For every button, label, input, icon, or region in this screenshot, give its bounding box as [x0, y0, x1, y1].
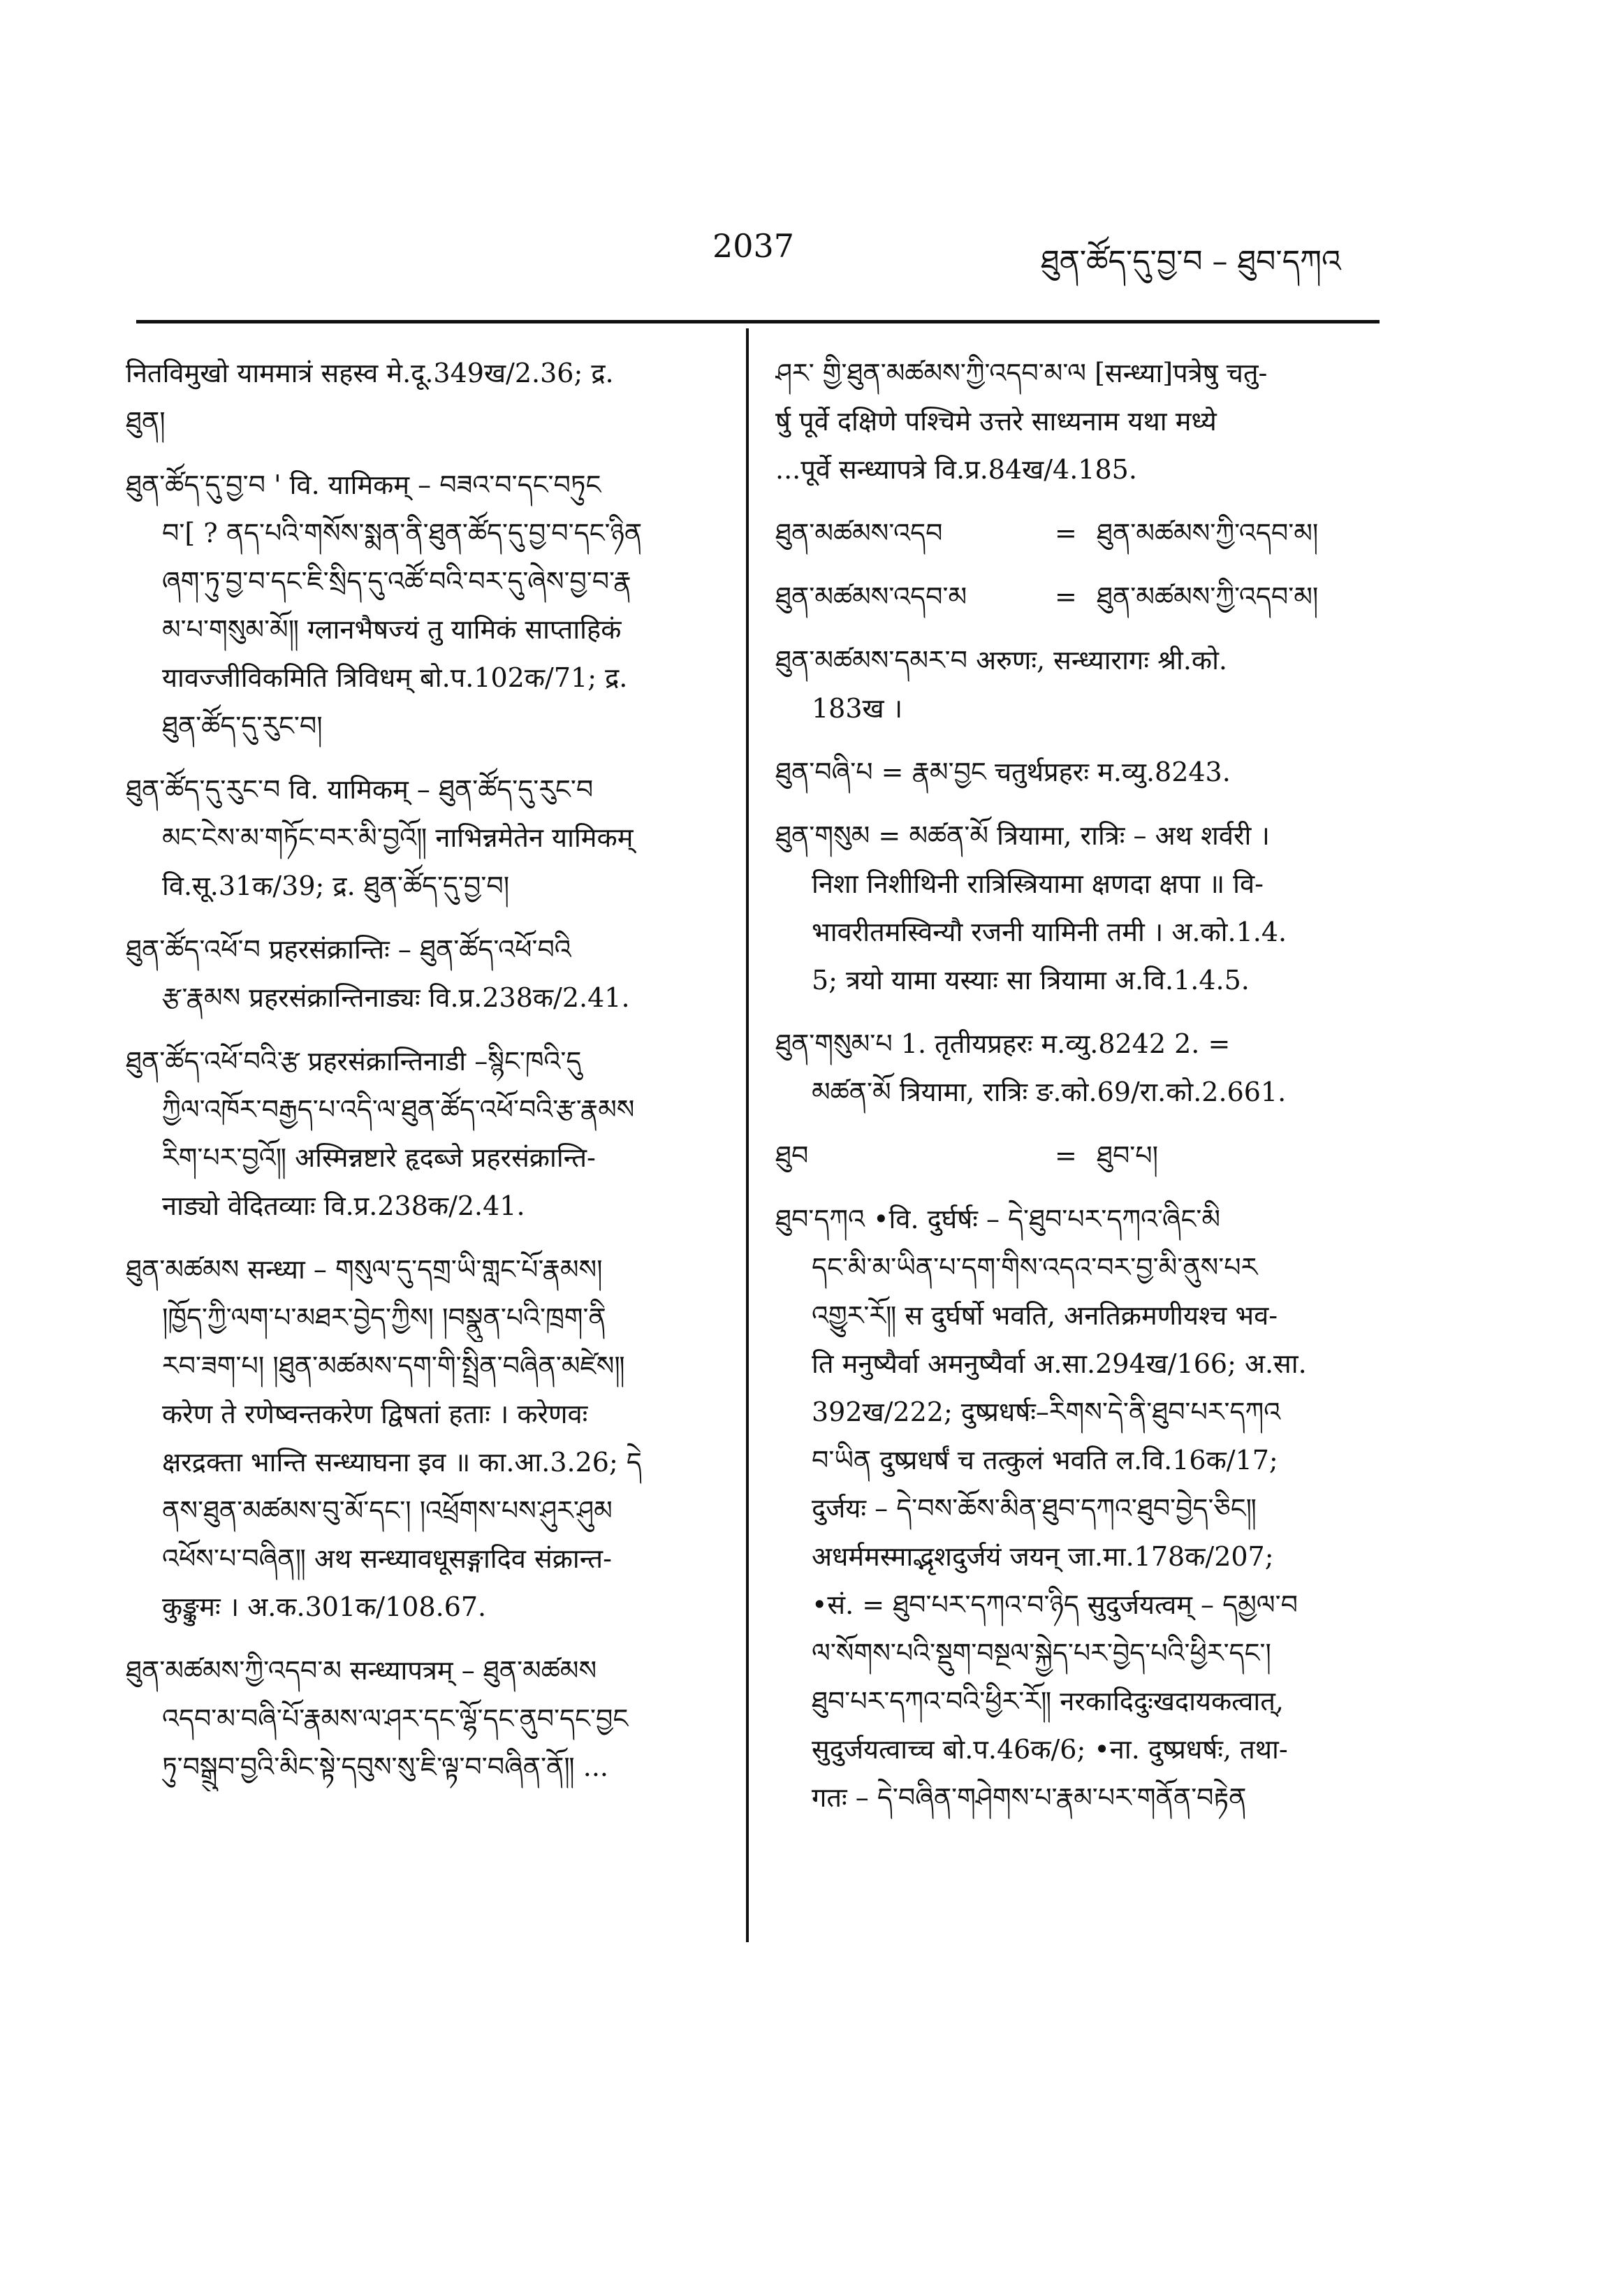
- entry-headword-line: ཐུན་གསུམ་པ 1. तृतीयप्रहरः म.व्यु.8242 2. =: [775, 1028, 1231, 1059]
- entry-line: ...पूर्वे सन्ध्यापत्रे वि.प्र.84ख/4.185.: [775, 454, 1137, 485]
- equals-sign: =: [1055, 518, 1077, 548]
- entry-line: 392ख/222; दुष्प्रधर्षः–རིགས་དེ་ནི་ཐུབ་པར་དཀའ: [812, 1397, 1281, 1427]
- entry-line: नाड्यो वेदितव्याः वि.प्र.238क/2.41.: [162, 1190, 525, 1221]
- entry-headword-line: ཐུན་བཞི་པ = རྣམ་བྱང चतुर्थप्रहरः म.व्यु.8243.: [775, 757, 1231, 787]
- entry-line: འདབ་མ་བཞི་པོ་རྣམས་ལ་ཤར་དང་ལྷོ་དང་ནུབ་དང་བྱང: [162, 1703, 629, 1734]
- cross-reference-headword: ཐུན་མཚམས་འདབ་མ: [775, 581, 967, 612]
- entry-line: ཐུན།: [126, 406, 166, 437]
- entry-line: र्षु पूर्वे दक्षिणे पश्चिमे उत्तरे साध्यनाम यथा मध्ये: [775, 406, 1217, 437]
- dictionary-entry: [126, 926, 726, 1022]
- entry-headword-line: ཐུན་མཚམས सन्ध्या – གསུལ་དུ་དགྲ་ཡི་གླང་པོ་རྣམས།: [126, 1254, 603, 1285]
- entry-line: 183ख ।: [812, 693, 903, 724]
- entry-line: ལ་སོགས་པའི་སྡུག་བསྔལ་སྐྱེད་པར་བྱེད་པའི་ཕྱིར་དང་།: [812, 1638, 1271, 1668]
- entry-line: दुर्जयः – དེ་བས་ཆོས་མིན་ཐུབ་དཀའ་ཐུབ་བྱེད་ཅིང༎: [812, 1493, 1257, 1524]
- entry-line: अधर्ममस्माद्भृशदुर्जयं जयन् जा.मा.178क/207;: [812, 1541, 1274, 1572]
- entry-headword-line: ཐུབ་དཀའ •वि. दुर्घर्षः – དེ་ཐུབ་པར་དཀའ་ཞིང་མི: [775, 1204, 1221, 1234]
- entry-line: नितविमुखो याममात्रं सहस्व मे.दू.349ख/2.36; द्र.: [126, 358, 614, 388]
- entry-line: མཚན་མོ त्रियामा, रात्रिः ङ.को.69/रा.को.2.661.: [812, 1077, 1287, 1107]
- entry-headword-line: ཐུན་མཚམས་ཀྱི་འདབ་མ सन्ध्यापत्रम् – ཐུན་མཚམས: [126, 1655, 597, 1686]
- entry-line: ནས་ཐུན་མཚམས་བུ་མོ་དང་། །འཕྲོགས་པས་ཤུར་ཤུམ: [162, 1495, 613, 1526]
- right-column: [775, 349, 1376, 1837]
- entry-line: ཐུབ་པར་དཀའ་བའི་ཕྱིར་རོ༎ नरकादिदुःखदायकत्वात्,: [812, 1686, 1284, 1717]
- entry-line: རིག་པར་བྱའོ༎ अस्मिन्नष्टारे हृदब्जे प्रहरसंक्रान्ति-: [162, 1142, 596, 1173]
- entry-line: མང་ངེས་མ་གཏོང་བར་མི་བྱའོ༎ नाभिन्नमेतेन यामिकम्: [162, 822, 634, 853]
- entry-line: །ཁྱོད་ཀྱི་ལག་པ་མཐར་བྱེད་ཀྱིས། །བསྣུན་པའི་ཁྲག་ནི: [162, 1302, 606, 1333]
- page-number: 2037: [712, 227, 795, 265]
- entry-line: ཏུ་བསྒྲུབ་བྱའི་མིང་སྟེ་དབུས་སུ་ཇི་ལྟ་བ་བཞིན་ནོ༎ ...: [162, 1751, 608, 1782]
- entry-line: वि.सू.31क/39; द्र. ཐུན་ཚོད་དུ་བྱ་བ།: [162, 870, 510, 901]
- entry-line: དང་མི་མ་ཡིན་པ་དག་གིས་འདའ་བར་བྱ་མི་ནུས་པར: [812, 1252, 1258, 1283]
- entry-headword-line: ཐུན་ཚོད་འཕོ་བའི་རྩ प्रहरसंक्रान्तिनाडी –སྙིང་ཁའི་དུ: [126, 1046, 582, 1077]
- entry-line: རྩ་རྣམས प्रहरसंक्रान्तिनाड्यः वि.प्र.238क/2.41.: [162, 982, 630, 1013]
- running-head: ཐུན་ཚོད་དུ་བྱ་བ – ཐུབ་དཀའ: [1041, 244, 1341, 279]
- entry-line: ति मनुष्यैर्वा अमनुष्यैर्वा अ.सा.294ख/166; अ.सा.: [812, 1348, 1307, 1379]
- entry-line: 5; त्रयो यामा यस्याः सा त्रियामा अ.वि.1.4.5.: [812, 965, 1250, 996]
- cross-reference-entry: [775, 573, 1376, 621]
- equals-sign: =: [1055, 581, 1077, 612]
- entry-headword-line: ཐུན་ཚོད་དུ་བྱ་བ ' वि. यामिकम् – བཟའ་བ་དང་བཏུང: [126, 469, 601, 500]
- entry-headword-line: ཐུན་ཚོད་འཕོ་བ प्रहरसंक्रान्तिः – ཐུན་ཚོད་འཕོ་བའི: [126, 934, 571, 965]
- entry-line: भावरीतमस्विन्यौ रजनी यामिनी तमी । अ.को.1.4.: [812, 917, 1287, 947]
- entry-line: कुङ्कुमः । अ.क.301क/108.67.: [162, 1591, 487, 1622]
- cross-reference-headword: ཐུན་མཚམས་འདབ: [775, 518, 943, 548]
- entry-line: क्षरद्रक्ता भान्ति सन्ध्याघना इव ॥ का.आ.3.26; དེ: [162, 1447, 642, 1478]
- entry-headword-line: ཐུན་ཚོད་དུ་རུང་བ वि. यामिकम् – ཐུན་ཚོད་དུ་རུང་བ: [126, 774, 594, 805]
- dictionary-entry: [775, 1195, 1376, 1822]
- dictionary-entry: [126, 1647, 726, 1791]
- entry-line: •सं. = ཐུབ་པར་དཀའ་བ་ཉིད सुदुर्जयत्वम् – དམྱལ་བ: [812, 1589, 1298, 1620]
- entry-line: गतः – དེ་བཞིན་གཤེགས་པ་རྣམ་པར་གནོན་བརྟེན: [812, 1782, 1247, 1813]
- cross-reference-entry: [775, 1132, 1376, 1180]
- cross-reference-target: ཐུབ་པ།: [1097, 1140, 1159, 1171]
- header-rule: [136, 320, 1380, 323]
- entry-line: यावज्जीविकमिति त्रिविधम् बो.प.102क/71; द्र.: [162, 662, 628, 693]
- dictionary-entry: [126, 461, 726, 750]
- left-column: [126, 349, 726, 1807]
- entry-line: ཞག་ཏུ་བྱ་བ་དང་ཇི་སྲིད་དུ་འཚོ་བའི་བར་དུ་ཞེས་བྱ་བ་རྣ: [162, 566, 631, 597]
- entry-line: མ་པ་གསུམ་མོ༎ ग्लानभैषज्यं तु यामिकं साप्ताहिकं: [162, 614, 622, 645]
- column-divider: [746, 328, 749, 1942]
- dictionary-entry: [775, 748, 1376, 796]
- entry-line: བ་ཡིན दुष्प्रधर्षं च तत्कुलं भवति ल.वि.16क/17;: [812, 1445, 1278, 1475]
- entry-headword-line: ཐུན་མཚམས་དམར་བ अरुणः, सन्ध्यारागः श्री.को.: [775, 645, 1227, 676]
- dictionary-entry: [775, 1020, 1376, 1116]
- dictionary-entry: [775, 636, 1376, 733]
- equals-sign: =: [1055, 1140, 1077, 1171]
- entry-line: ཤར་ གྱི་ཐུན་མཚམས་ཀྱི་འདབ་མ་ལ [सन्ध्या]पत्रेषु चतु-: [775, 358, 1268, 388]
- continued-entry: [126, 349, 726, 446]
- dictionary-entry: [126, 1246, 726, 1631]
- entry-line: བ་[ ? ནད་པའི་གསོས་སྨན་ནི་ཐུན་ཚོད་དུ་བྱ་བ་དང་ཉིན: [162, 518, 643, 548]
- cross-reference-headword: ཐུབ: [775, 1140, 809, 1171]
- entry-line: सुदुर्जयत्वाच्च बो.प.46क/6; •ना. दुष्प्रधर्षः, तथा-: [812, 1734, 1288, 1765]
- dictionary-entry: [126, 766, 726, 910]
- cross-reference-target: ཐུན་མཚམས་ཀྱི་འདབ་མ།: [1097, 581, 1319, 612]
- dictionary-entry: [775, 812, 1376, 1005]
- cross-reference-entry: [775, 509, 1376, 558]
- entry-line: ཀྱིལ་འཁོར་བརྒྱད་པ་འདི་ལ་ཐུན་ཚོད་འཕོ་བའི་རྩ་རྣམས: [162, 1094, 635, 1125]
- entry-headword-line: ཐུན་གསུམ = མཚན་མོ त्रियामा, रात्रिः – अथ शर्वरी ।: [775, 820, 1270, 851]
- entry-line: करेण ते रणेष्वन्तकरेण द्विषतां हताः । करेणवः: [162, 1399, 588, 1429]
- entry-line: ཐུན་ཚོད་དུ་རུང་བ།: [162, 711, 323, 741]
- entry-line: निशा निशीथिनी रात्रिस्त्रियामा क्षणदा क्षपा ॥ वि-: [812, 868, 1264, 899]
- entry-line: འཕོས་པ་བཞིན༎ अथ सन्ध्यावधूसङ्गादिव संक्रान्त-: [162, 1543, 612, 1574]
- continued-entry: [775, 349, 1376, 494]
- entry-line: འགྱུར་རོ༎ स दुर्घर्षो भवति, अनतिक्रमणीयश्च भव-: [812, 1300, 1278, 1331]
- page-header: [0, 227, 1624, 279]
- cross-reference-target: ཐུན་མཚམས་ཀྱི་འདབ་མ།: [1097, 518, 1319, 548]
- entry-line: རབ་ཟག་པ། །ཐུན་མཚམས་དག་གི་སྤྲིན་བཞིན་མཛེས༎: [162, 1350, 625, 1381]
- dictionary-entry: [126, 1037, 726, 1230]
